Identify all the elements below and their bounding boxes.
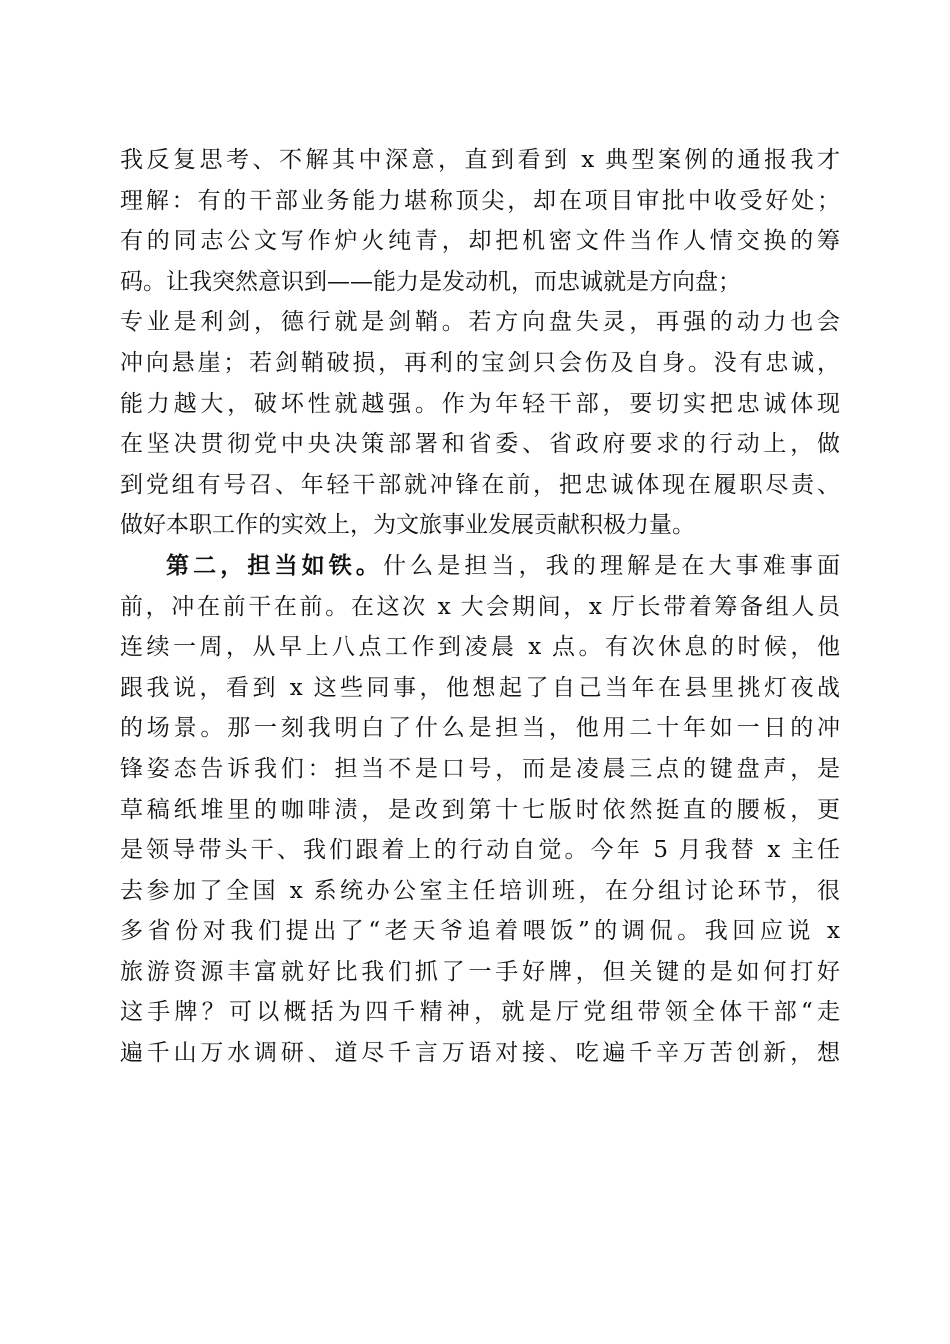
text-line: 理解：有的干部业务能力堪称顶尖，却在项目审批中收受好处；	[120, 187, 840, 214]
text-line: 草稿纸堆里的咖啡渍，是改到第十七版时依然挺直的腰板，更	[120, 796, 840, 823]
text-line: 冲向悬崖；若剑鞘破损，再利的宝剑只会伤及自身。没有忠诚，	[120, 349, 840, 376]
text-line: 到党组有号召、年轻干部就冲锋在前，把忠诚体现在履职尽责、	[120, 471, 840, 498]
text-line: 旅游资源丰富就好比我们抓了一手好牌，但关键的是如何打好	[120, 958, 840, 985]
text-line: 连续一周，从早上八点工作到凌晨 x 点。有次休息的时候，他	[120, 634, 840, 661]
text-line: 多省份对我们提出了“老天爷追着喂饭”的调侃。我回应说 x	[120, 918, 840, 945]
text-line: 前，冲在前干在前。在这次 x 大会期间，x 厅长带着筹备组人员	[120, 593, 840, 620]
text-line: 跟我说，看到 x 这些同事，他想起了自己当年在县里挑灯夜战	[120, 674, 840, 701]
text-line: 的场景。那一刻我明白了什么是担当，他用二十年如一日的冲	[120, 715, 840, 742]
text-line	[120, 546, 840, 587]
text-line: 这手牌？可以概括为四千精神，就是厅党组带领全体干部“走	[120, 999, 840, 1026]
text-line: 我反复思考、不解其中深意，直到看到 x 典型案例的通报我才	[120, 147, 840, 173]
text-line: 能力越大，破坏性就越强。作为年轻干部，要切实把忠诚体现	[120, 390, 840, 417]
text-line: 有的同志公文写作炉火纯青，却把机密文件当作人情交换的筹	[120, 228, 840, 255]
text-line: 做好本职工作的实效上，为文旅事业发展贡献积极力量。	[120, 512, 695, 539]
paragraph-2	[120, 546, 840, 1074]
text-line: 是领导带头干、我们跟着上的行动自觉。今年 5 月我替 x 主任	[120, 837, 840, 864]
text-line: 去参加了全国 x 系统办公室主任培训班，在分组讨论环节，很	[120, 877, 840, 904]
text-line: 码。让我突然意识到——能力是发动机，而忠诚就是方向盘；	[120, 268, 741, 295]
text-line: 遍千山万水调研、道尽千言万语对接、吃遍千辛万苦创新，想	[120, 1040, 840, 1067]
text-line: 专业是利剑，德行就是剑鞘。若方向盘失灵，再强的动力也会	[120, 309, 840, 336]
text-run: 什么是担当，我的理解是在大事难事面	[383, 552, 840, 579]
document-body	[120, 140, 840, 1074]
text-line: 在坚决贯彻党中央决策部署和省委、省政府要求的行动上，做	[120, 431, 840, 458]
text-line: 锋姿态告诉我们：担当不是口号，而是凌晨三点的键盘声，是	[120, 755, 840, 782]
paragraph-heading: 第二，担当如铁。	[166, 551, 383, 579]
paragraph-1	[120, 140, 840, 546]
